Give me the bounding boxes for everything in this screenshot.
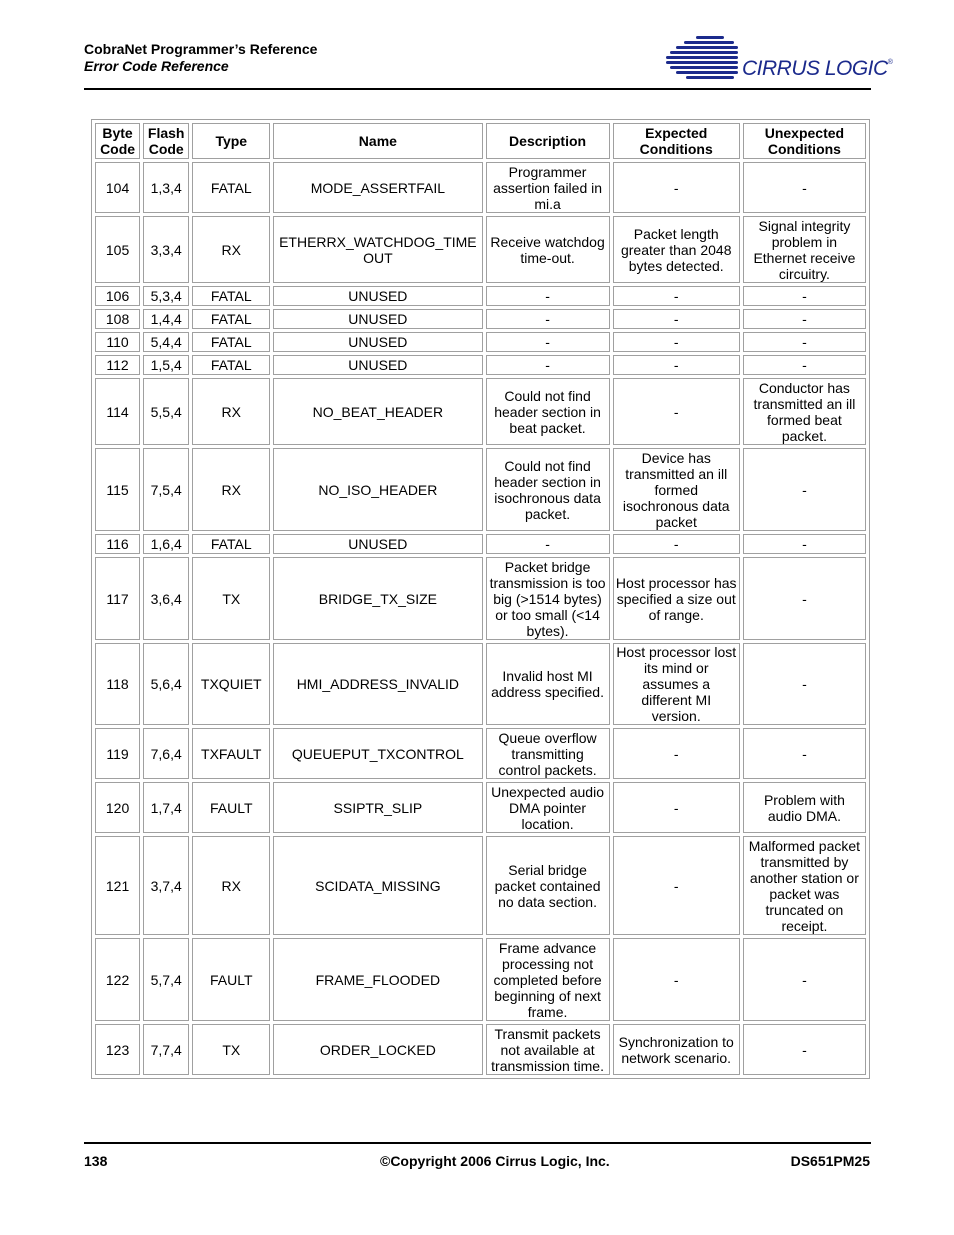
cell-unexpected: -	[743, 534, 866, 554]
cell-description: Queue overflow transmitting control packets.	[486, 728, 610, 779]
cell-flash-code: 3,7,4	[143, 836, 189, 935]
col-header-flash-code: Flash Code	[143, 123, 189, 159]
cell-type: RX	[192, 378, 270, 445]
cell-byte-code: 104	[95, 162, 140, 213]
cell-description: Invalid host MI address specified.	[486, 643, 610, 725]
table-row	[95, 1024, 866, 1075]
cell-flash-code: 1,3,4	[143, 162, 189, 213]
cell-name: UNUSED	[273, 332, 482, 352]
cell-type: FATAL	[192, 162, 270, 213]
cell-name: FRAME_FLOODED	[273, 938, 482, 1021]
section-subtitle: Error Code Reference	[84, 58, 229, 74]
cell-expected: -	[613, 534, 740, 554]
table-row	[95, 332, 866, 352]
cell-expected: -	[613, 332, 740, 352]
error-code-table	[91, 119, 870, 1079]
cell-type: FATAL	[192, 286, 270, 306]
footer-rule	[84, 1142, 871, 1144]
cell-description: Programmer assertion failed in mi.a	[486, 162, 610, 213]
cell-byte-code: 119	[95, 728, 140, 779]
table-row	[95, 836, 866, 935]
cell-type: RX	[192, 448, 270, 531]
cell-unexpected: -	[743, 309, 866, 329]
table-row	[95, 378, 866, 445]
table-row	[95, 216, 866, 283]
cell-type: TX	[192, 557, 270, 640]
cell-description: Serial bridge packet contained no data section.	[486, 836, 610, 935]
table-header-row	[95, 123, 866, 159]
cell-name: MODE_ASSERTFAIL	[273, 162, 482, 213]
cell-description: -	[486, 309, 610, 329]
cell-type: TXQUIET	[192, 643, 270, 725]
logo-wordmark: CIRRUS LOGIC®	[742, 57, 893, 80]
cell-description: Transmit packets not available at transmission time.	[486, 1024, 610, 1075]
cell-description: Frame advance processing not completed before beginning of next frame.	[486, 938, 610, 1021]
logo-swoosh-icon	[666, 36, 738, 79]
cell-expected: -	[613, 378, 740, 445]
cell-unexpected: -	[743, 557, 866, 640]
table-row	[95, 782, 866, 833]
cell-expected: Synchronization to network scenario.	[613, 1024, 740, 1075]
cell-unexpected: -	[743, 286, 866, 306]
cell-byte-code: 106	[95, 286, 140, 306]
cell-byte-code: 117	[95, 557, 140, 640]
cell-expected: -	[613, 355, 740, 375]
table-body	[95, 162, 866, 1075]
table-row	[95, 643, 866, 725]
cell-expected: -	[613, 286, 740, 306]
cell-flash-code: 7,5,4	[143, 448, 189, 531]
document-id: DS651PM25	[790, 1153, 870, 1169]
cell-expected: -	[613, 162, 740, 213]
cell-expected: -	[613, 938, 740, 1021]
cell-type: FATAL	[192, 309, 270, 329]
cell-name: ORDER_LOCKED	[273, 1024, 482, 1075]
cell-name: NO_BEAT_HEADER	[273, 378, 482, 445]
table-row	[95, 448, 866, 531]
cell-flash-code: 5,4,4	[143, 332, 189, 352]
cell-name: UNUSED	[273, 534, 482, 554]
cell-flash-code: 1,6,4	[143, 534, 189, 554]
table-row	[95, 309, 866, 329]
cell-flash-code: 1,7,4	[143, 782, 189, 833]
cell-expected: Host processor has specified a size out of range.	[613, 557, 740, 640]
cell-unexpected: -	[743, 1024, 866, 1075]
cell-type: TXFAULT	[192, 728, 270, 779]
cell-name: HMI_ADDRESS_INVALID	[273, 643, 482, 725]
cell-flash-code: 7,7,4	[143, 1024, 189, 1075]
cell-unexpected: -	[743, 728, 866, 779]
table-row	[95, 162, 866, 213]
cell-name: BRIDGE_TX_SIZE	[273, 557, 482, 640]
cell-unexpected: -	[743, 643, 866, 725]
cell-description: Receive watchdog time-out.	[486, 216, 610, 283]
copyright-notice: ©Copyright 2006 Cirrus Logic, Inc.	[380, 1153, 610, 1169]
table-row	[95, 938, 866, 1021]
cell-expected: -	[613, 836, 740, 935]
cell-flash-code: 1,4,4	[143, 309, 189, 329]
cell-flash-code: 5,5,4	[143, 378, 189, 445]
cell-unexpected: -	[743, 355, 866, 375]
cell-expected: -	[613, 728, 740, 779]
cell-unexpected: -	[743, 448, 866, 531]
cell-description: Could not find header section in isochronous data packet.	[486, 448, 610, 531]
cell-description: -	[486, 332, 610, 352]
cell-type: TX	[192, 1024, 270, 1075]
cell-expected: -	[613, 782, 740, 833]
cell-name: NO_ISO_HEADER	[273, 448, 482, 531]
cell-expected: Packet length greater than 2048 bytes detected.	[613, 216, 740, 283]
cell-name: ETHERRX_WATCHDOG_TIMEOUT	[273, 216, 482, 283]
cell-name: SSIPTR_SLIP	[273, 782, 482, 833]
cell-unexpected: Conductor has transmitted an ill formed beat packet.	[743, 378, 866, 445]
cell-unexpected: Signal integrity problem in Ethernet receive circuitry.	[743, 216, 866, 283]
cell-byte-code: 108	[95, 309, 140, 329]
cell-expected: Device has transmitted an ill formed isochronous data packet	[613, 448, 740, 531]
col-header-byte-code: Byte Code	[95, 123, 140, 159]
cell-type: FATAL	[192, 332, 270, 352]
table-row	[95, 286, 866, 306]
cell-byte-code: 114	[95, 378, 140, 445]
cell-description: -	[486, 355, 610, 375]
table-row	[95, 355, 866, 375]
header-rule	[84, 88, 871, 90]
cell-byte-code: 116	[95, 534, 140, 554]
cell-description: Could not find header section in beat packet.	[486, 378, 610, 445]
cell-unexpected: -	[743, 938, 866, 1021]
cell-type: RX	[192, 836, 270, 935]
table-row	[95, 534, 866, 554]
cell-byte-code: 115	[95, 448, 140, 531]
cell-flash-code: 3,3,4	[143, 216, 189, 283]
cell-byte-code: 112	[95, 355, 140, 375]
cell-flash-code: 7,6,4	[143, 728, 189, 779]
cell-name: UNUSED	[273, 355, 482, 375]
cell-byte-code: 121	[95, 836, 140, 935]
cell-expected: -	[613, 309, 740, 329]
cell-unexpected: Problem with audio DMA.	[743, 782, 866, 833]
col-header-unexpected: Unexpected Conditions	[743, 123, 866, 159]
table-row	[95, 728, 866, 779]
cell-flash-code: 5,3,4	[143, 286, 189, 306]
col-header-name: Name	[273, 123, 482, 159]
cell-type: RX	[192, 216, 270, 283]
cell-name: QUEUEPUT_TXCONTROL	[273, 728, 482, 779]
cell-description: Unexpected audio DMA pointer location.	[486, 782, 610, 833]
cell-type: FAULT	[192, 938, 270, 1021]
cell-flash-code: 5,7,4	[143, 938, 189, 1021]
cell-description: -	[486, 286, 610, 306]
cell-byte-code: 105	[95, 216, 140, 283]
cell-type: FAULT	[192, 782, 270, 833]
cell-byte-code: 118	[95, 643, 140, 725]
cell-type: FATAL	[192, 534, 270, 554]
page-number: 138	[84, 1153, 108, 1169]
cell-type: FATAL	[192, 355, 270, 375]
cell-description: -	[486, 534, 610, 554]
cell-name: SCIDATA_MISSING	[273, 836, 482, 935]
cell-unexpected: -	[743, 332, 866, 352]
table-row	[95, 557, 866, 640]
col-header-expected: Expected Conditions	[613, 123, 740, 159]
col-header-type: Type	[192, 123, 270, 159]
col-header-description: Description	[486, 123, 610, 159]
cell-flash-code: 5,6,4	[143, 643, 189, 725]
cell-byte-code: 123	[95, 1024, 140, 1075]
cell-expected: Host processor lost its mind or assumes a different MI version.	[613, 643, 740, 725]
cell-byte-code: 120	[95, 782, 140, 833]
cell-name: UNUSED	[273, 286, 482, 306]
cell-unexpected: -	[743, 162, 866, 213]
cell-byte-code: 122	[95, 938, 140, 1021]
cell-name: UNUSED	[273, 309, 482, 329]
cell-description: Packet bridge transmission is too big (>1514 bytes) or too small (<14 bytes).	[486, 557, 610, 640]
document-title: CobraNet Programmer’s Reference	[84, 41, 318, 57]
cell-flash-code: 1,5,4	[143, 355, 189, 375]
cell-flash-code: 3,6,4	[143, 557, 189, 640]
cell-unexpected: Malformed packet transmitted by another station or packet was truncated on receipt.	[743, 836, 866, 935]
cell-byte-code: 110	[95, 332, 140, 352]
